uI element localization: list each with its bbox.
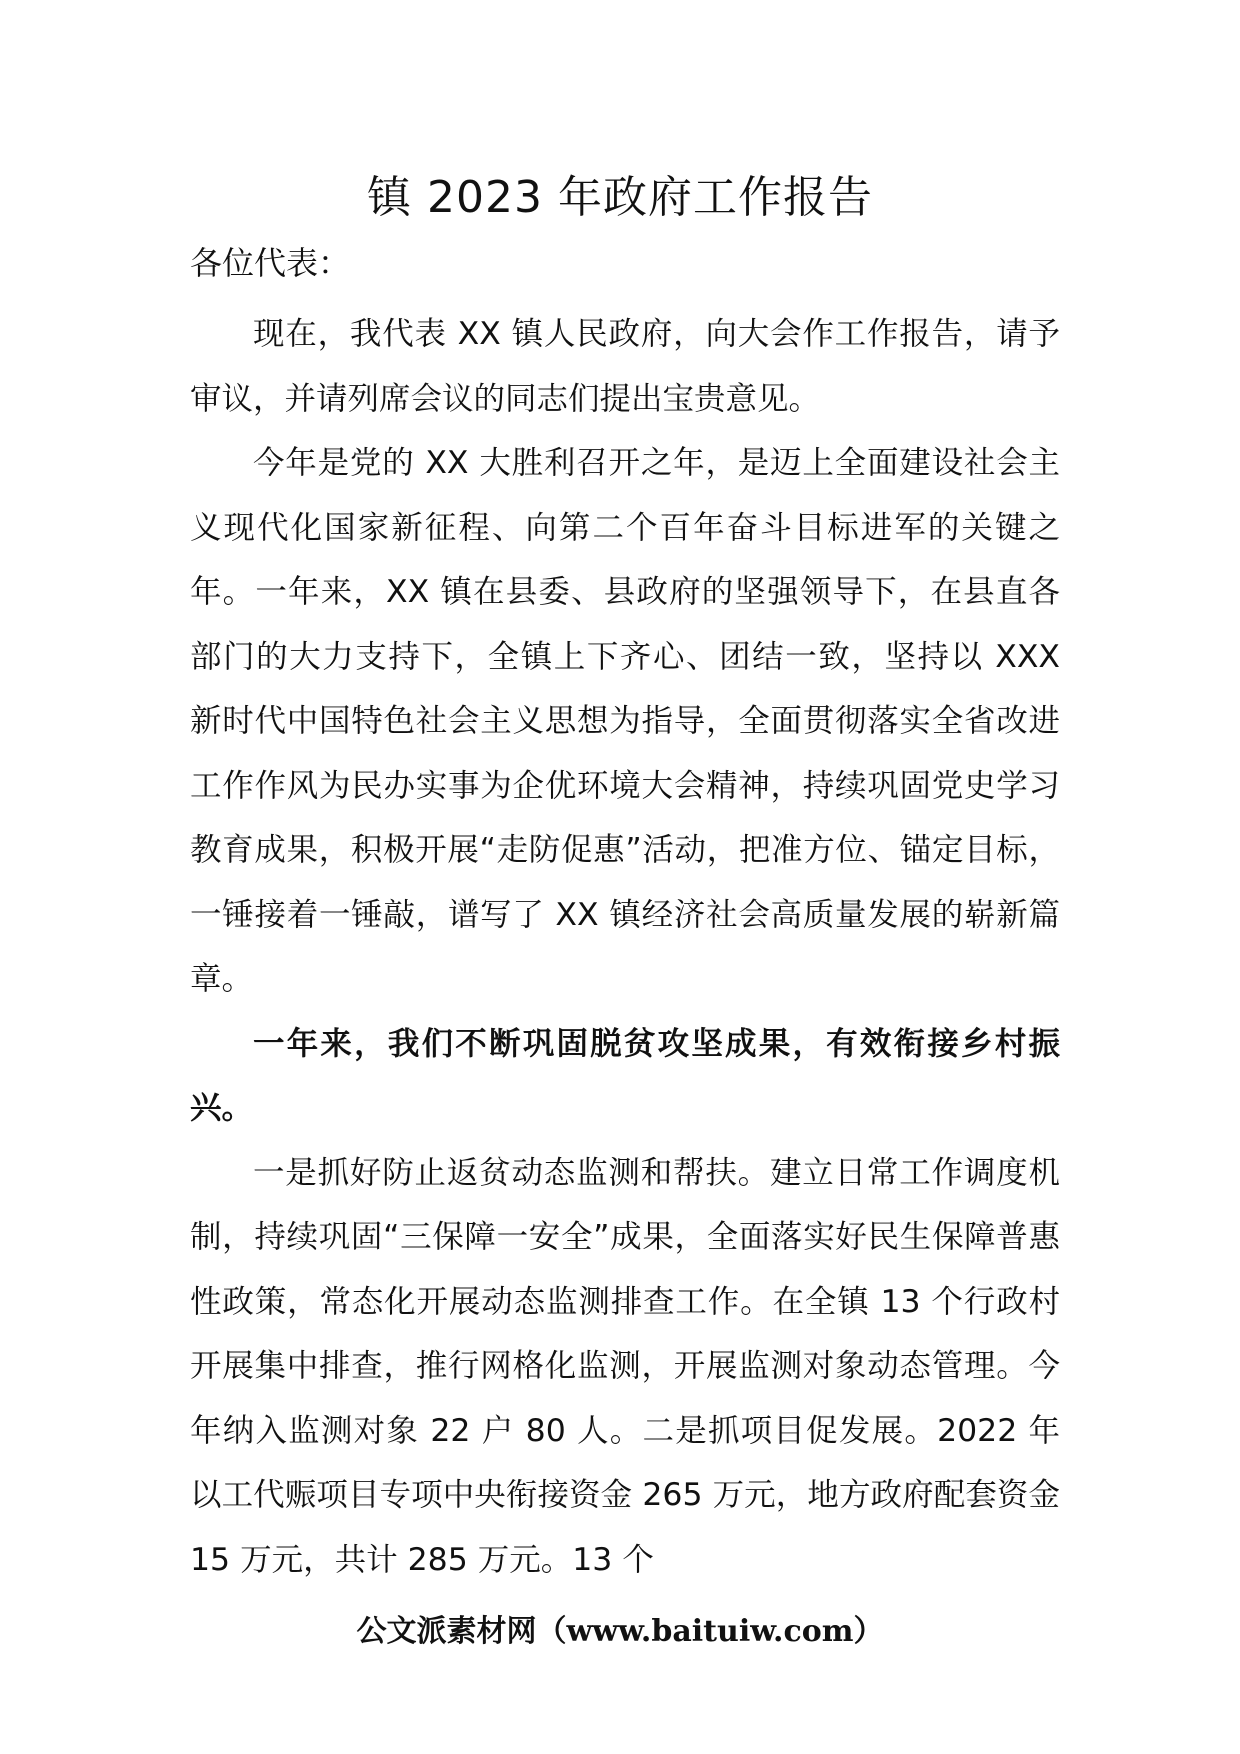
paragraph-poverty-monitoring: 一是抓好防止返贫动态监测和帮扶。建立日常工作调度机制，持续巩固“三保障一安全”成果，全面落实好民生保障普惠性政策，常态化开展动态监测排查工作。在全镇 13 个行政村开展集中排查，推行网格化监测，开展监测对象动态管理。今年纳入监测对象 22 户 80 人。二是抓项目促发展。2022 年以工代赈项目专项中央衔接资金 265 万元，地方政府配套资金 15 万元，共计 285 万元。13 个 <box>190 1154 1060 1578</box>
source-label: 公文派素材网 <box>356 1614 537 1649</box>
document-body <box>190 302 1060 1592</box>
document-title: 镇 2023 年政府工作报告 <box>367 172 873 223</box>
source-watermark <box>0 1610 1240 1654</box>
paragraph-overview: 今年是党的 XX 大胜利召开之年，是迈上全面建设社会主义现代化国家新征程、向第二个百年奋斗目标进军的关键之年。一年来，XX 镇在县委、县政府的坚强领导下，在县直各部门的大力支持下，全镇上下齐心、团结一致，坚持以 XXX 新时代中国特色社会主义思想为指导，全面贯彻落实全省改进工作作风为民办实事为企优环境大会精神，持续巩固党史学习教育成果，积极开展“走防促惠”活动，把准方位、锚定目标，一锤接着一锤敲，谱写了 XX 镇经济社会高质量发展的崭新篇章。 <box>190 445 1060 997</box>
salutation: 各位代表： <box>190 244 351 282</box>
paragraph-intro: 现在，我代表 XX 镇人民政府，向大会作工作报告，请予审议，并请列席会议的同志们提出宝贵意见。 <box>190 316 1060 417</box>
source-url: （www.baituiw.com） <box>536 1614 884 1649</box>
section-heading: 一年来，我们不断巩固脱贫攻坚成果，有效衔接乡村振兴。 <box>190 1025 1060 1126</box>
